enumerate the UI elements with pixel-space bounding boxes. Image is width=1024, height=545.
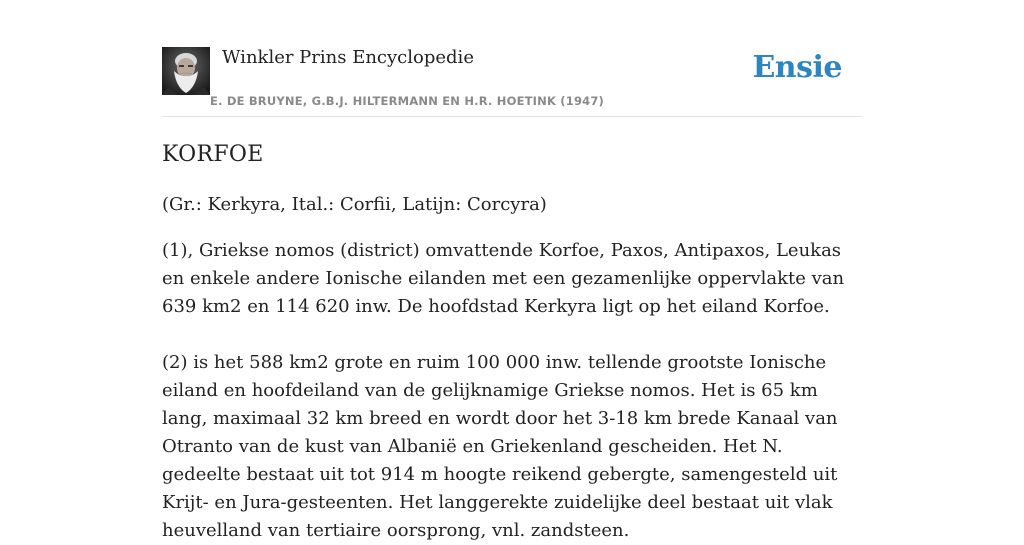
article-headword: KORFOE <box>162 142 264 167</box>
article-body <box>162 237 862 545</box>
source-title[interactable]: Winkler Prins Encyclopedie <box>222 47 474 68</box>
ensie-logo-link[interactable]: Ensie <box>752 50 842 85</box>
bearded-man-portrait-icon <box>162 47 210 95</box>
author-avatar[interactable] <box>162 47 210 95</box>
article-paragraph: (1), Griekse nomos (district) omvattende Korfoe, Paxos, Antipaxos, Leukas en enkele andere Ionische eilanden met een gezamenlijke oppervlakte van 639 km2 en 114 620 inw. De hoofdstad Kerkyra ligt op het eiland Korfoe. <box>162 240 845 317</box>
source-authors: E. DE BRUYNE, G.B.J. HILTERMANN EN H.R. HOETINK (1947) <box>210 94 605 108</box>
article-etymology: (Gr.: Kerkyra, Ital.: Corfii, Latijn: Corcyra) <box>162 194 547 215</box>
source-header <box>162 46 862 117</box>
article <box>162 140 862 545</box>
article-paragraph: (2) is het 588 km2 grote en ruim 100 000 inw. tellende grootste Ionische eiland en hoofdeiland van de gelijknamige Griekse nomos. Het is 65 km lang, maximaal 32 km breed en wordt door het 3-18 km brede Kanaal van Otranto van de kust van Albanië en Griekenland gescheiden. Het N. gedeelte bestaat uit tot 914 m hoogte reikend gebergte, samengesteld uit Krijt- en Jura-gesteenten. Het langgerekte zuidelijke deel bestaat uit vlak heuvelland van tertiaire oorsprong, vnl. zandsteen. <box>162 352 838 541</box>
